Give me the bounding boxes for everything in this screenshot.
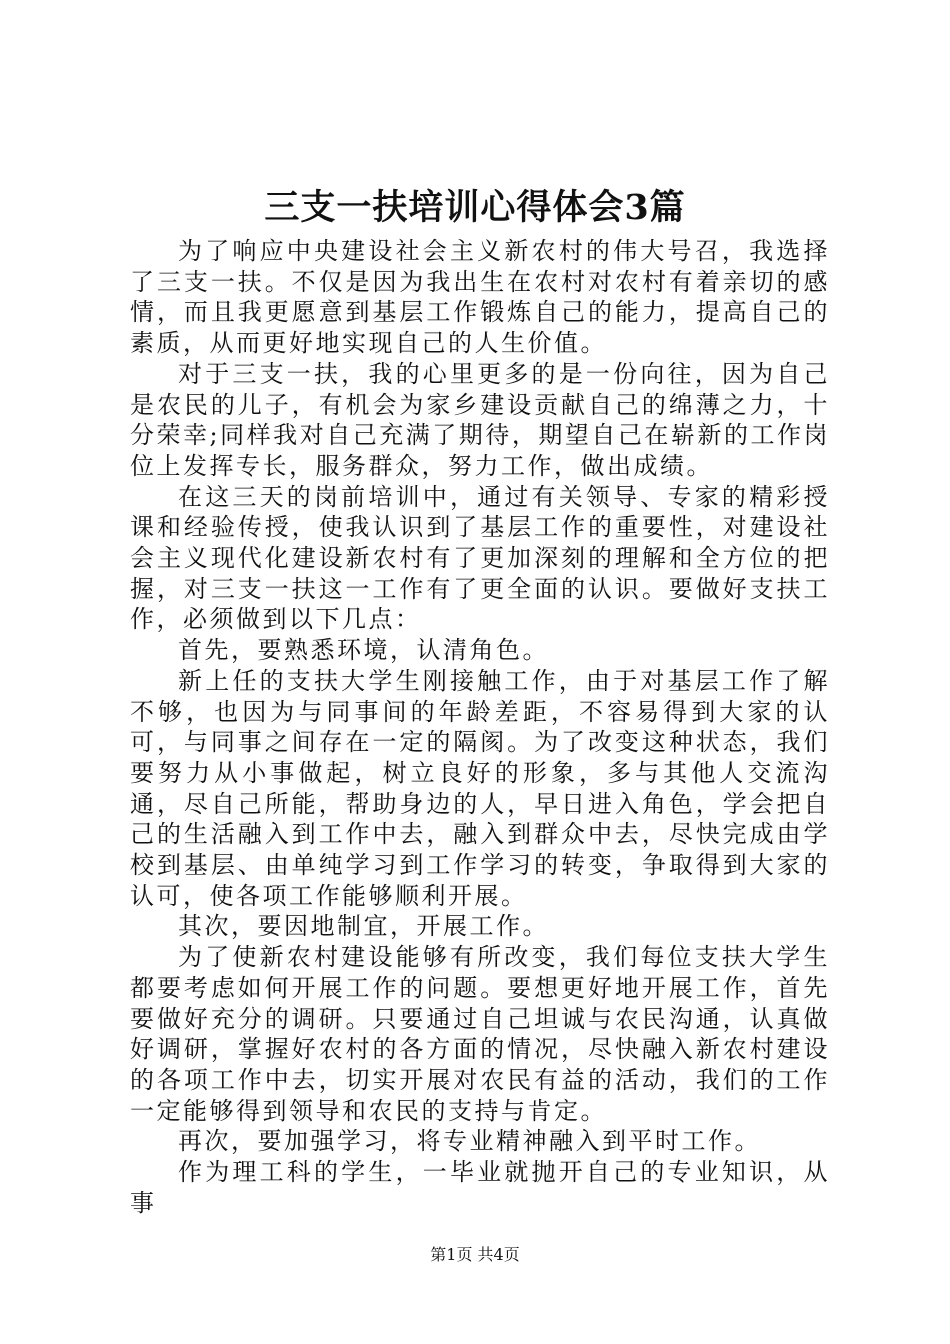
paragraph: 作为理工科的学生，一毕业就抛开自己的专业知识，从事 <box>130 1158 830 1217</box>
section-heading: 再次，要加强学习，将专业精神融入到平时工作。 <box>178 1127 761 1156</box>
document-body <box>130 236 830 1219</box>
paragraph: 对于三支一扶，我的心里更多的是一份向往，因为自己是农民的儿子，有机会为家乡建设贡献自己的绵薄之力，十分荣幸;同样我对自己充满了期待，期望自己在崭新的工作岗位上发挥专长，服务群众，努力工作，做出成绩。 <box>130 359 830 480</box>
paragraph: 在这三天的岗前培训中，通过有关领导、专家的精彩授课和经验传授，使我认识到了基层工作的重要性，对建设社会主义现代化建设新农村有了更加深刻的理解和全方位的把握，对三支一扶这一工作有了更全面的认识。要做好支扶工作，必须做到以下几点： <box>130 482 830 634</box>
paragraph: 为了使新农村建设能够有所改变，我们每位支扶大学生都要考虑如何开展工作的问题。要想更好地开展工作，首先要做好充分的调研。只要通过自己坦诚与农民沟通，认真做好调研，掌握好农村的各方面的情况，尽快融入新农村建设的各项工作中去，切实开展对农民有益的活动，我们的工作一定能够得到领导和农民的支持与肯定。 <box>130 943 830 1125</box>
paragraph: 为了响应中央建设社会主义新农村的伟大号召，我选择了三支一扶。不仅是因为我出生在农村对农村有着亲切的感情，而且我更愿意到基层工作锻炼自己的能力，提高自己的素质，从而更好地实现自己的人生价值。 <box>130 237 830 358</box>
page-number-footer: 第1页 共4页 <box>430 1245 520 1264</box>
document-title: 三支一扶培训心得体会3篇 <box>264 187 686 228</box>
paragraph: 新上任的支扶大学生刚接触工作，由于对基层工作了解不够，也因为与同事间的年龄差距，不容易得到大家的认可，与同事之间存在一定的隔阂。为了改变这种状态，我们要努力从小事做起，树立良好的形象，多与其他人交流沟通，尽自己所能，帮助身边的人，早日进入角色，学会把自己的生活融入到工作中去，融入到群众中去，尽快完成由学校到基层、由单纯学习到工作学习的转变，争取得到大家的认可，使各项工作能够顺利开展。 <box>130 666 830 910</box>
section-heading: 首先，要熟悉环境，认清角色。 <box>178 636 549 665</box>
section-heading: 其次，要因地制宜，开展工作。 <box>178 912 549 941</box>
